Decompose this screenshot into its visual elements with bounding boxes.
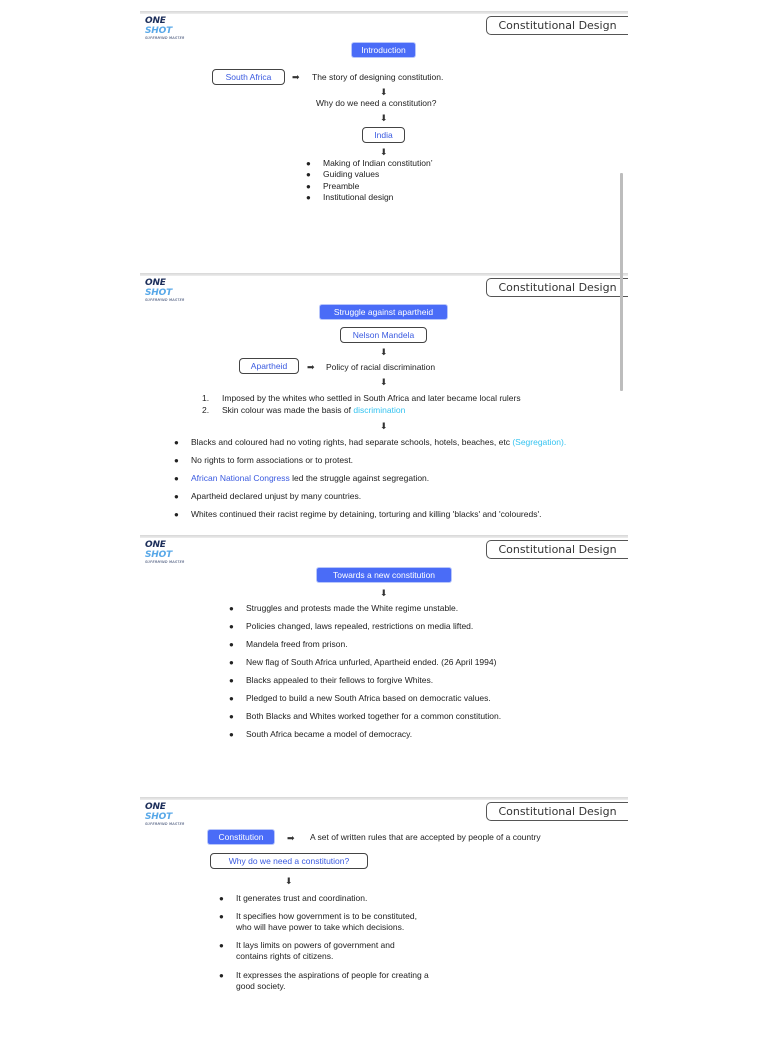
slide-top-border [140, 273, 628, 276]
policy-text: Policy of racial discrimination [326, 362, 436, 372]
slide-towards-new-constitution: ONE SHOT SUPERMIND MASTER Constitutional Design Towards a new constitution ⬇ ● Struggles and protests made the White regime unstable. ● Policies changed, laws repealed, restrictions on media lifted. ● Mandela freed from prison. ● New flag of South Africa unfurled, Apartheid ended. (26 April 1994) ● Blacks appealed to their fellows to forgive Whites. ● Pledged to build a new South Africa based on democratic values. ● Both Blacks and Whites worked together for a common constitution. ● South Africa became a model of democracy. [140, 535, 628, 797]
story-text: The story of designing constitution. [312, 72, 444, 82]
bullet-icon: ● [229, 658, 234, 667]
arrow-down-icon: ⬇ [380, 421, 388, 431]
bullet-icon: ● [174, 510, 179, 519]
arrow-down-icon: ⬇ [380, 87, 388, 97]
bullet-icon: ● [306, 159, 311, 168]
india-box: India [362, 127, 405, 143]
bullet-icon: ● [174, 438, 179, 447]
arrow-down-icon: ⬇ [380, 377, 388, 387]
one-shot-logo: ONE SHOT SUPERMIND MASTER [145, 16, 185, 40]
arrow-down-icon: ⬇ [380, 147, 388, 157]
arrow-down-icon: ⬇ [285, 876, 293, 886]
why-text: Why do we need a constitution? [316, 98, 437, 108]
slide-title: Constitutional Design [486, 278, 628, 297]
nelson-mandela-box: Nelson Mandela [340, 327, 427, 343]
bullet-icon: ● [306, 182, 311, 191]
bullet-icon: ● [306, 170, 311, 179]
definition-text: A set of written rules that are accepted by people of a country [310, 832, 541, 842]
bullet-icon: ● [219, 894, 224, 903]
bullet-icon: ● [174, 474, 179, 483]
slide-top-border [140, 797, 628, 800]
arrow-right-icon: ➡ [292, 72, 300, 82]
bullet-icon: ● [229, 604, 234, 613]
bullet-icon: ● [219, 941, 224, 950]
bullet-icon: ● [219, 971, 224, 980]
constitution-heading: Constitution [208, 830, 274, 844]
bullet-icon: ● [229, 622, 234, 631]
slide-title: Constitutional Design [486, 16, 628, 35]
arrow-down-icon: ⬇ [380, 113, 388, 123]
one-shot-logo: ONE SHOT SUPERMIND MASTER [145, 802, 185, 826]
arrow-right-icon: ➡ [307, 362, 315, 372]
struggle-heading: Struggle against apartheid [320, 305, 447, 319]
bullet-icon: ● [219, 912, 224, 921]
introduction-heading: Introduction [352, 43, 415, 57]
bullet-icon: ● [174, 492, 179, 501]
bullet-icon: ● [229, 640, 234, 649]
south-africa-box: South Africa [212, 69, 285, 85]
one-shot-logo: ONE SHOT SUPERMIND MASTER [145, 540, 185, 564]
bullet-icon: ● [229, 730, 234, 739]
slide-title: Constitutional Design [486, 540, 628, 559]
arrow-down-icon: ⬇ [380, 588, 388, 598]
bullet-icon: ● [306, 193, 311, 202]
why-constitution-box: Why do we need a constitution? [210, 853, 368, 869]
towards-heading: Towards a new constitution [317, 568, 451, 582]
apartheid-box: Apartheid [239, 358, 299, 374]
slide-title: Constitutional Design [486, 802, 628, 821]
slide-constitution-definition: ONE SHOT SUPERMIND MASTER Constitutional Design Constitution ➡ A set of written rules that are accepted by people of a country Why do we need a constitution? ⬇ ● It generates trust and coordination. ● It specifies how government is to be constituted, who will have power to take which decisions. ● It lays limits on powers of government and contains rights of citizens. ● It expresses the aspirations of people for creating a good society. [140, 797, 628, 1059]
slide-top-border [140, 535, 628, 538]
bullet-icon: ● [229, 676, 234, 685]
one-shot-logo: ONE SHOT SUPERMIND MASTER [145, 278, 185, 302]
bullet-icon: ● [229, 712, 234, 721]
slide-top-border [140, 11, 628, 14]
arrow-right-icon: ➡ [287, 833, 295, 843]
vertical-scrollbar[interactable] [620, 173, 623, 391]
slide-introduction: ONE SHOT SUPERMIND MASTER Constitutional Design Introduction South Africa ➡ The story of designing constitution. ⬇ Why do we need a constitution? ⬇ India ⬇ ● Making of Indian constitution’ ● Guiding values ● Preamble ● Institutional design [140, 11, 628, 273]
arrow-down-icon: ⬇ [380, 347, 388, 357]
bullet-icon: ● [229, 694, 234, 703]
bullet-icon: ● [174, 456, 179, 465]
slide-struggle-against-apartheid: ONE SHOT SUPERMIND MASTER Constitutional Design Struggle against apartheid Nelson Mandela ⬇ Apartheid ➡ Policy of racial discrimination ⬇ 1. Imposed by the whites who settled in South Africa and later became local rulers 2. Skin colour was made the basis of discrimination ⬇ ● Blacks and coloured had no voting rights, had separate schools, hotels, beaches, etc (Segregation). ● No rights to form associations or to protest. ● African National Congress led the struggle against segregation. ● Apartheid declared unjust by many countries. ● Whites continued their racist regime by detaining, torturing and killing 'blacks' and 'coloureds'. [140, 273, 628, 535]
